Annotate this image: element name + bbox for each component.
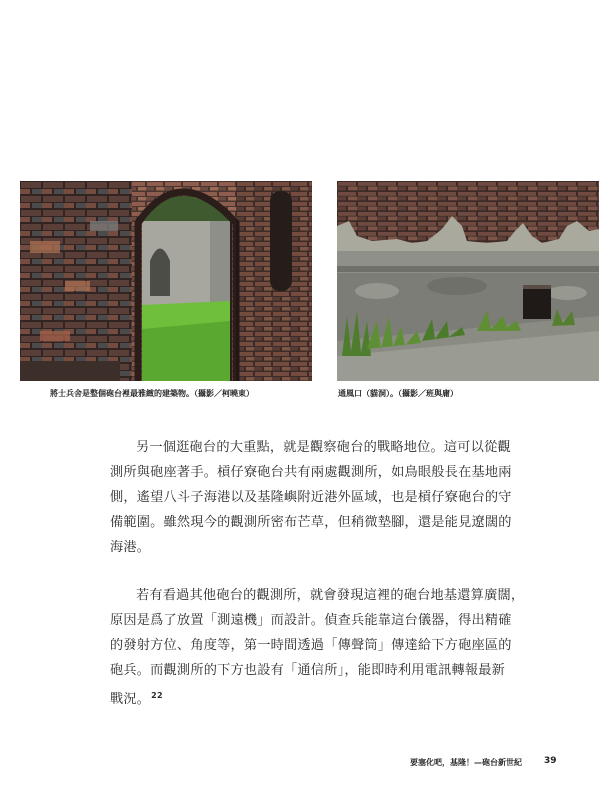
photo-caption-left: 將士兵舍是整個砲台裡最雅緻的建築物。（攝影／柯曉東） bbox=[50, 389, 254, 398]
paragraph-line: 另一個逛砲台的大重點，就是觀察砲台的戰略地位。這可以從觀 bbox=[136, 440, 511, 455]
paragraph-line: 原因是爲了放置「測遠機」而設計。偵查兵能靠這台儀器，得出精確 bbox=[110, 613, 512, 628]
paragraph-line: 海港。 bbox=[110, 540, 151, 555]
paragraph-last-line bbox=[110, 683, 510, 712]
body-paragraph-1 bbox=[110, 435, 510, 560]
body-paragraph-2 bbox=[110, 583, 525, 712]
photo-caption-right: 通風口（貓洞）。（攝影／班與庸） bbox=[338, 389, 458, 398]
photo-vent-opening bbox=[337, 181, 599, 381]
paragraph-line: 砲兵。而觀測所的下方也設有「通信所」，能即時利用電訊轉報最新 bbox=[110, 663, 506, 678]
paragraph-line: 若有看過其他砲台的觀測所，就會發現這裡的砲台地基還算廣闊， bbox=[136, 588, 525, 603]
paragraph-line: 戰況。 bbox=[110, 692, 151, 707]
paragraph-line: 測所與砲座著手。槓仔寮砲台共有兩處觀測所，如鳥眼般長在基地兩 bbox=[110, 465, 512, 480]
paragraph-line: 備範圍。雖然現今的觀測所密布芒草，但稍微墊腳，還是能見遼闊的 bbox=[110, 515, 512, 530]
footnote-marker[interactable]: 22 bbox=[151, 691, 163, 700]
paragraph-line: 側，遙望八斗子海港以及基隆嶼附近港外區域，也是槓仔寮砲台的守 bbox=[110, 490, 512, 505]
paragraph-line: 的發射方位、角度等，第一時間透過「傳聲筒」傳達給下方砲座區的 bbox=[110, 638, 512, 653]
running-footer-title: 要塞化吧，基隆！—砲台新世紀 bbox=[410, 758, 522, 767]
photo-soldier-barracks bbox=[20, 181, 312, 381]
page-number: 39 bbox=[544, 756, 557, 766]
